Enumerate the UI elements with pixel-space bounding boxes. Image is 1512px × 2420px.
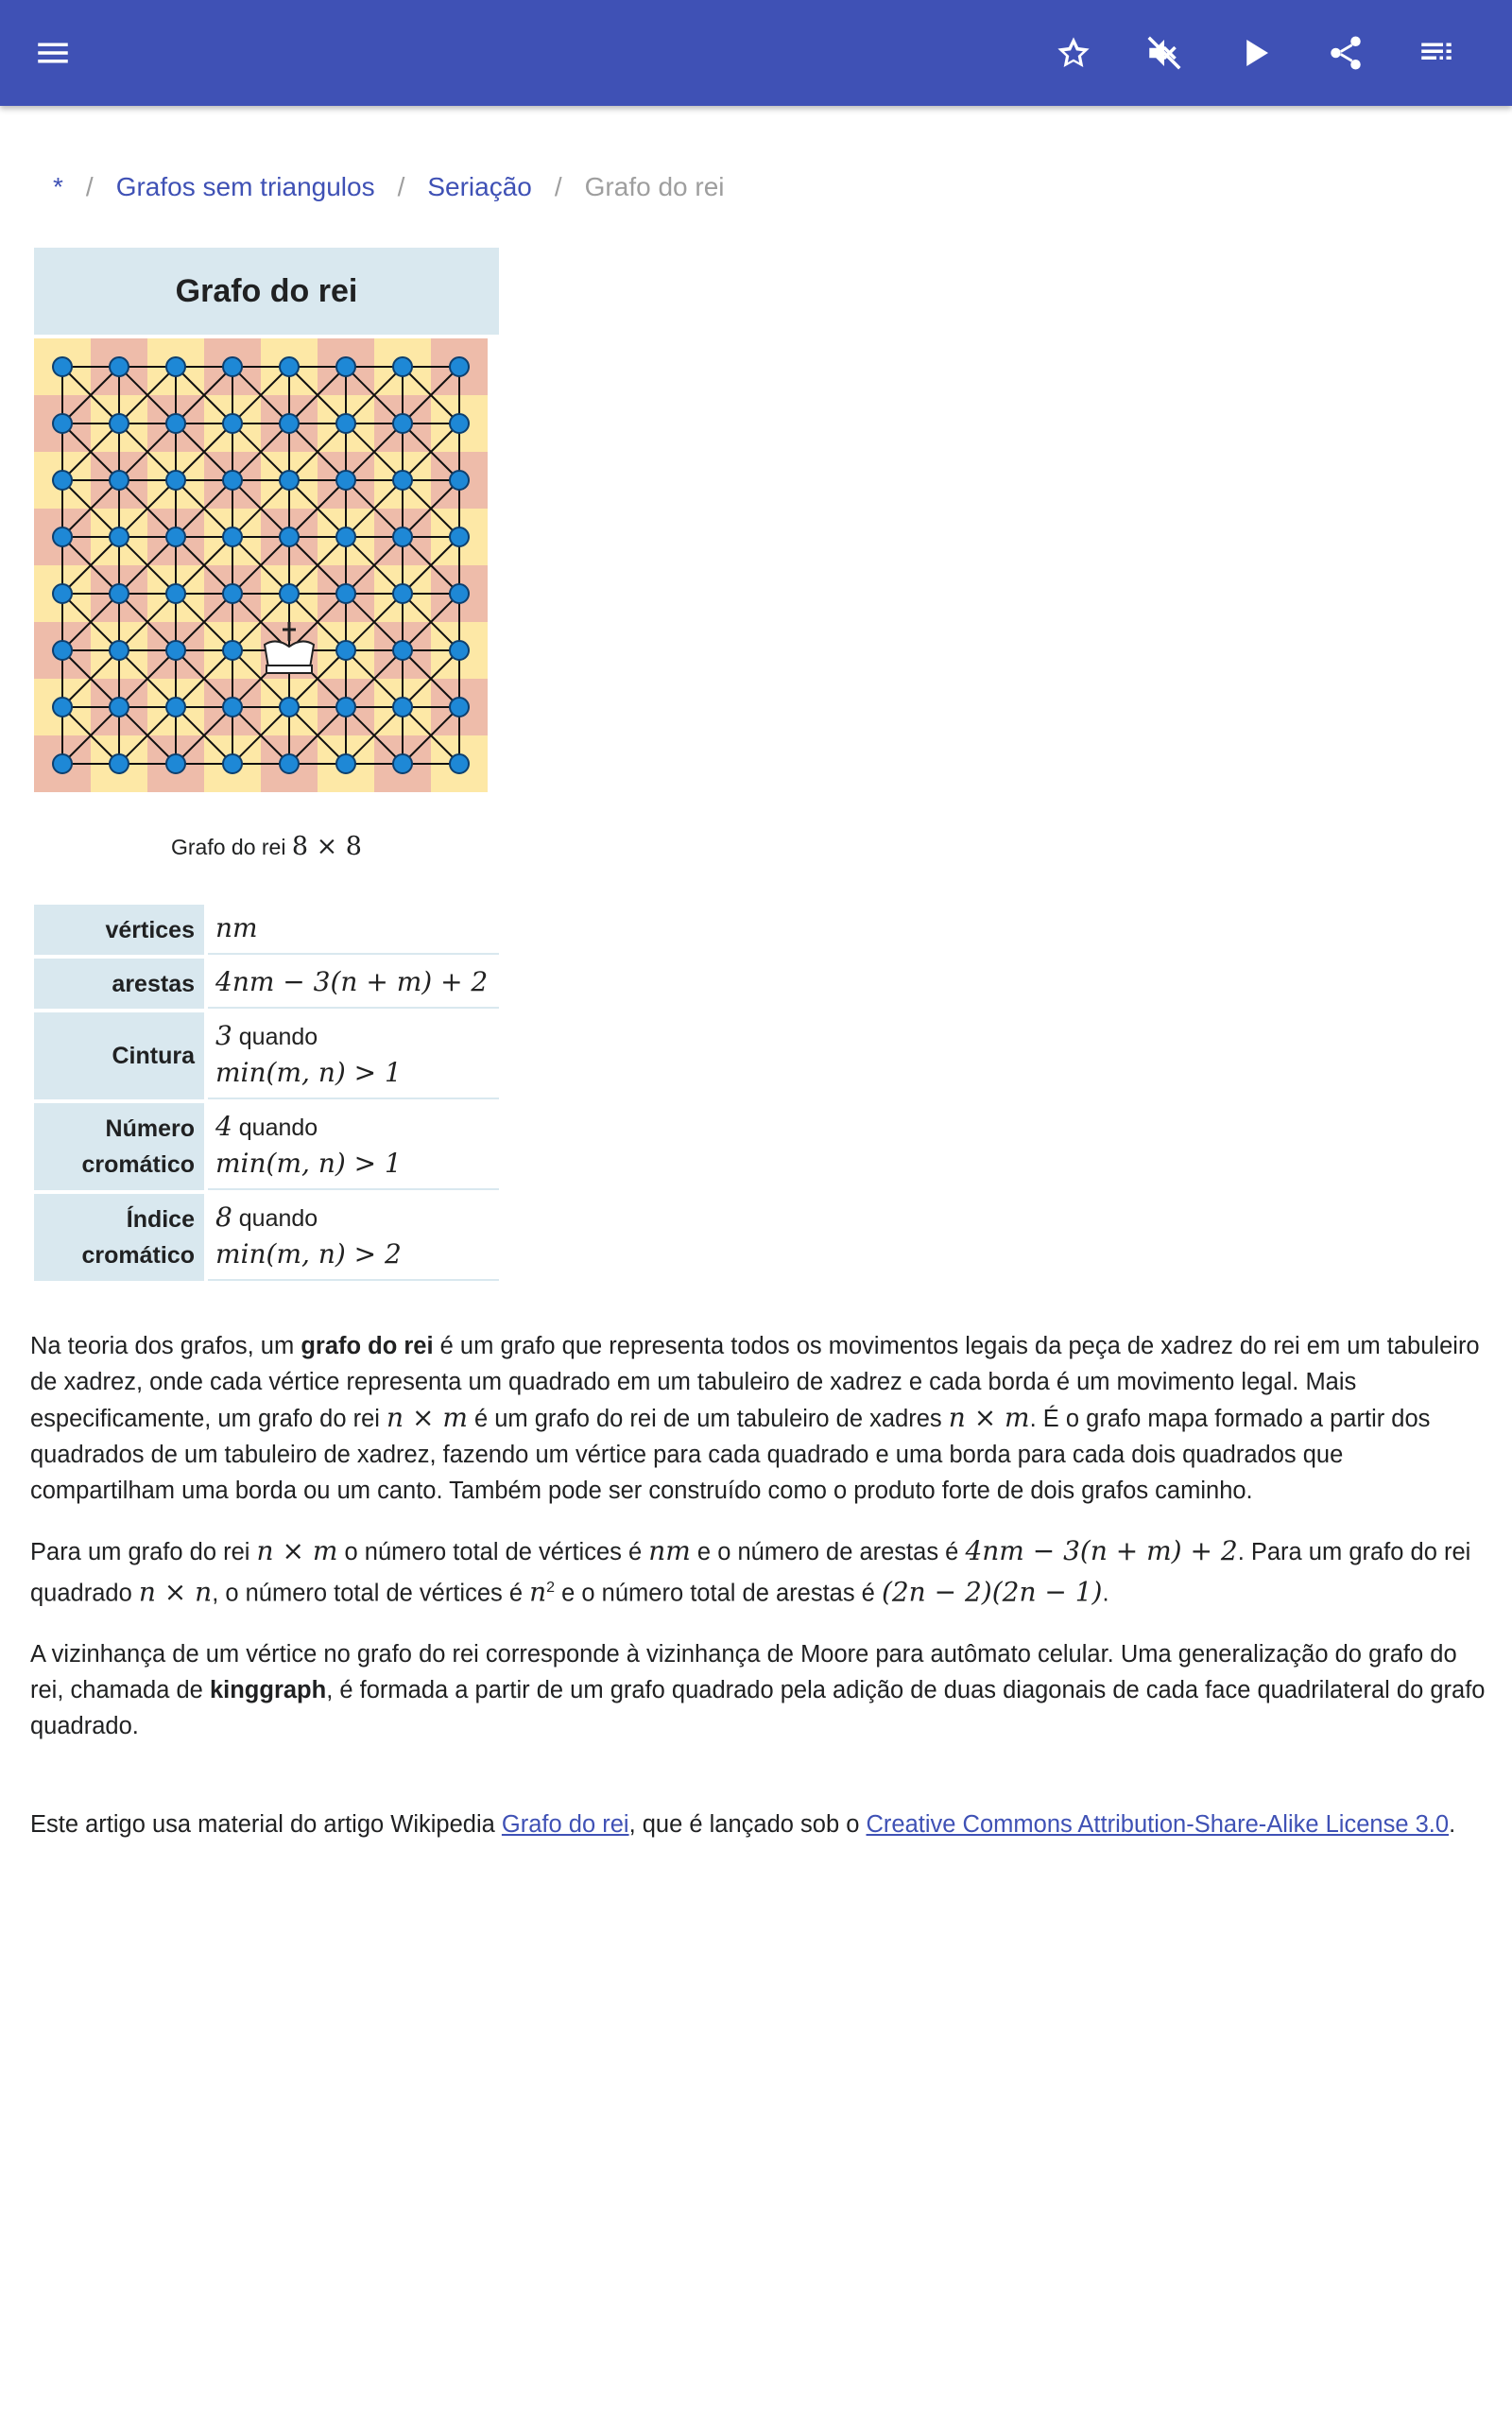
text: é um grafo que representa todos os movimentos legais da peça de xadrez do rei em um tabuleiro de xadrez, onde cada vértice representa um quadrado em um tabuleiro de xadrez e cada borda é um movimento legal. Mais especificamente, um grafo do rei <box>30 1333 1480 1432</box>
graph-vertex <box>393 357 412 376</box>
graph-vertex <box>336 698 355 717</box>
king-graph-board <box>34 338 488 792</box>
text: Para um grafo do rei <box>30 1539 257 1565</box>
graph-vertex <box>336 584 355 603</box>
text: . É o grafo mapa formado a partir dos quadrados de um tabuleiro de xadrez, fazendo um vértice para cada quadrado e uma borda para cada dois quadrados que compartilham uma borda ou um canto. Também pode ser construído como o produto forte de dois grafos caminho. <box>30 1406 1431 1504</box>
graph-vertex <box>110 584 129 603</box>
bold-term: grafo do rei <box>301 1333 434 1359</box>
math: n × m <box>948 1402 1030 1433</box>
text: e o número de arestas é <box>690 1539 966 1565</box>
graph-vertex <box>223 641 242 660</box>
graph-vertex <box>166 471 185 490</box>
value-math: 4 <box>215 1111 232 1142</box>
label-line: cromático <box>81 1242 195 1269</box>
math: (2n − 2)(2n − 1) <box>881 1576 1103 1608</box>
share-button[interactable] <box>1315 23 1376 83</box>
label-line: Índice <box>126 1206 195 1233</box>
property-value <box>208 959 499 1009</box>
text: é um grafo do rei de um tabuleiro de xadres <box>467 1406 949 1432</box>
property-value <box>208 905 499 955</box>
bold-term: kinggraph <box>209 1676 327 1703</box>
property-label <box>34 1103 208 1190</box>
graph-vertex <box>223 527 242 546</box>
graph-vertex <box>450 471 469 490</box>
menu-button[interactable] <box>23 23 83 83</box>
graph-vertex <box>53 527 72 546</box>
graph-vertex <box>393 414 412 433</box>
property-label <box>34 1194 208 1281</box>
wikipedia-article-link[interactable]: Grafo do rei <box>501 1810 629 1838</box>
graph-vertex <box>110 641 129 660</box>
graph-vertex <box>450 754 469 773</box>
breadcrumb-current: Grafo do rei <box>584 172 725 201</box>
text: . <box>1449 1810 1456 1838</box>
property-value <box>208 1103 499 1190</box>
math: n <box>529 1576 547 1608</box>
label-line: Número <box>105 1115 195 1142</box>
math: n × n <box>138 1576 213 1608</box>
graph-vertex <box>450 357 469 376</box>
graph-vertex <box>53 641 72 660</box>
caption-math: 8 × 8 <box>291 832 362 861</box>
text: . Para um grafo do rei quadrado <box>30 1539 1471 1607</box>
value-math: 3 <box>215 1020 232 1051</box>
property-row <box>34 1012 499 1099</box>
graph-vertex <box>53 471 72 490</box>
property-value <box>208 1194 499 1281</box>
value-condition: min(m, n) > 2 <box>215 1238 402 1270</box>
property-row <box>34 959 499 1009</box>
math: n × m <box>387 1402 468 1433</box>
caption-text: Grafo do rei <box>171 835 286 859</box>
graph-vertex <box>280 754 299 773</box>
math-superscript: 2 <box>546 1580 556 1596</box>
property-label <box>34 905 208 955</box>
graph-vertex <box>393 584 412 603</box>
label-line: cromático <box>81 1151 195 1178</box>
graph-vertex <box>336 641 355 660</box>
value-text: quando <box>238 1024 318 1050</box>
play-icon <box>1235 33 1275 73</box>
graph-vertex <box>166 414 185 433</box>
graph-vertex <box>280 698 299 717</box>
graph-vertex <box>110 754 129 773</box>
graph-vertex <box>166 527 185 546</box>
graph-vertex <box>393 527 412 546</box>
breadcrumb-separator: / <box>85 172 94 201</box>
star-outline-icon <box>1054 33 1093 73</box>
graph-vertex <box>110 414 129 433</box>
paragraph <box>30 1636 1486 1744</box>
volume-off-icon <box>1144 33 1184 73</box>
graph-vertex <box>166 584 185 603</box>
value-condition: min(m, n) > 1 <box>215 1057 402 1088</box>
graph-vertex <box>166 698 185 717</box>
graph-vertex <box>166 754 185 773</box>
properties-table <box>34 901 499 1285</box>
graph-vertex <box>110 527 129 546</box>
graph-vertex <box>450 641 469 660</box>
value-text: quando <box>238 1205 318 1232</box>
graph-vertex <box>336 754 355 773</box>
graph-vertex <box>166 357 185 376</box>
image-caption <box>34 832 499 861</box>
property-row <box>34 905 499 955</box>
infobox-title: Grafo do rei <box>34 248 499 335</box>
breadcrumb-home-link[interactable]: * <box>53 172 63 201</box>
graph-vertex <box>393 754 412 773</box>
graph-vertex <box>450 414 469 433</box>
value-condition: min(m, n) > 1 <box>215 1148 402 1179</box>
text: A vizinhança de um vértice no grafo do rei corresponde à vizinhança de Moore para autômato celular. Uma generalização do grafo do rei, chamada de <box>30 1640 1457 1703</box>
property-row <box>34 1103 499 1190</box>
property-label <box>34 959 208 1009</box>
math: 4nm − 3(n + m) + 2 <box>965 1535 1238 1566</box>
label-line: vértices <box>105 916 195 943</box>
king-graph-image[interactable] <box>34 338 488 792</box>
graph-vertex <box>336 414 355 433</box>
property-value <box>208 1012 499 1099</box>
graph-vertex <box>166 641 185 660</box>
property-label <box>34 1012 208 1099</box>
breadcrumb-link-grafos[interactable]: Grafos sem triangulos <box>115 172 375 201</box>
graph-vertex <box>223 584 242 603</box>
graph-vertex <box>110 698 129 717</box>
play-button[interactable] <box>1225 23 1285 83</box>
graph-vertex <box>280 414 299 433</box>
mute-button[interactable] <box>1134 23 1194 83</box>
graph-vertex <box>280 584 299 603</box>
graph-vertex <box>223 414 242 433</box>
graph-vertex <box>336 471 355 490</box>
text: Na teoria dos grafos, um <box>30 1333 301 1359</box>
text: Este artigo usa material do artigo Wikipedia <box>30 1810 502 1838</box>
math: nm <box>648 1535 691 1566</box>
app-bar <box>0 0 1512 106</box>
graph-vertex <box>280 471 299 490</box>
spacer <box>30 1769 1486 1806</box>
breadcrumb <box>53 168 725 206</box>
breadcrumb-link-seriacao[interactable]: Seriação <box>427 172 532 201</box>
graph-vertex <box>393 471 412 490</box>
graph-vertex <box>53 414 72 433</box>
graph-vertex <box>53 754 72 773</box>
text: , é formada a partir de um grafo quadrado pela adição de duas diagonais de cada face quadrilateral do grafo quadrado. <box>30 1676 1486 1739</box>
article-body <box>30 1328 1486 1867</box>
text: o número total de vértices é <box>337 1539 649 1565</box>
graph-vertex <box>223 471 242 490</box>
paragraph <box>30 1533 1486 1612</box>
graph-vertex <box>223 754 242 773</box>
value-math: 8 <box>215 1201 232 1233</box>
graph-vertex <box>53 698 72 717</box>
graph-vertex <box>393 698 412 717</box>
graph-vertex <box>450 698 469 717</box>
text: e o número total de arestas é <box>555 1580 882 1607</box>
share-icon <box>1326 33 1366 73</box>
value-text: quando <box>238 1115 318 1141</box>
attribution <box>30 1806 1486 1842</box>
graph-vertex <box>223 357 242 376</box>
graph-vertex <box>110 471 129 490</box>
menu-icon <box>33 33 73 73</box>
contents-button[interactable] <box>1406 23 1467 83</box>
graph-vertex <box>110 357 129 376</box>
value-math: 4nm − 3(n + m) + 2 <box>215 966 489 997</box>
graph-vertex <box>280 527 299 546</box>
label-line: arestas <box>112 970 195 997</box>
graph-vertex <box>280 357 299 376</box>
graph-vertex <box>450 527 469 546</box>
paragraph <box>30 1328 1486 1509</box>
breadcrumb-separator: / <box>554 172 562 201</box>
graph-vertex <box>336 527 355 546</box>
value-math: nm <box>215 912 258 943</box>
infobox <box>34 248 499 1285</box>
breadcrumb-separator: / <box>397 172 405 201</box>
text: , o número total de vértices é <box>212 1580 530 1607</box>
graph-vertex <box>53 357 72 376</box>
graph-vertex <box>336 357 355 376</box>
bookmark-button[interactable] <box>1043 23 1104 83</box>
graph-vertex <box>53 584 72 603</box>
math: n × m <box>256 1535 338 1566</box>
label-line: Cintura <box>112 1043 195 1069</box>
graph-vertex <box>450 584 469 603</box>
graph-vertex <box>393 641 412 660</box>
text: . <box>1102 1580 1109 1607</box>
graph-vertex <box>223 698 242 717</box>
text: , que é lançado sob o <box>628 1810 867 1838</box>
license-link[interactable]: Creative Commons Attribution-Share-Alike License 3.0 <box>866 1810 1450 1838</box>
property-row <box>34 1194 499 1281</box>
playlist-icon <box>1417 33 1456 73</box>
